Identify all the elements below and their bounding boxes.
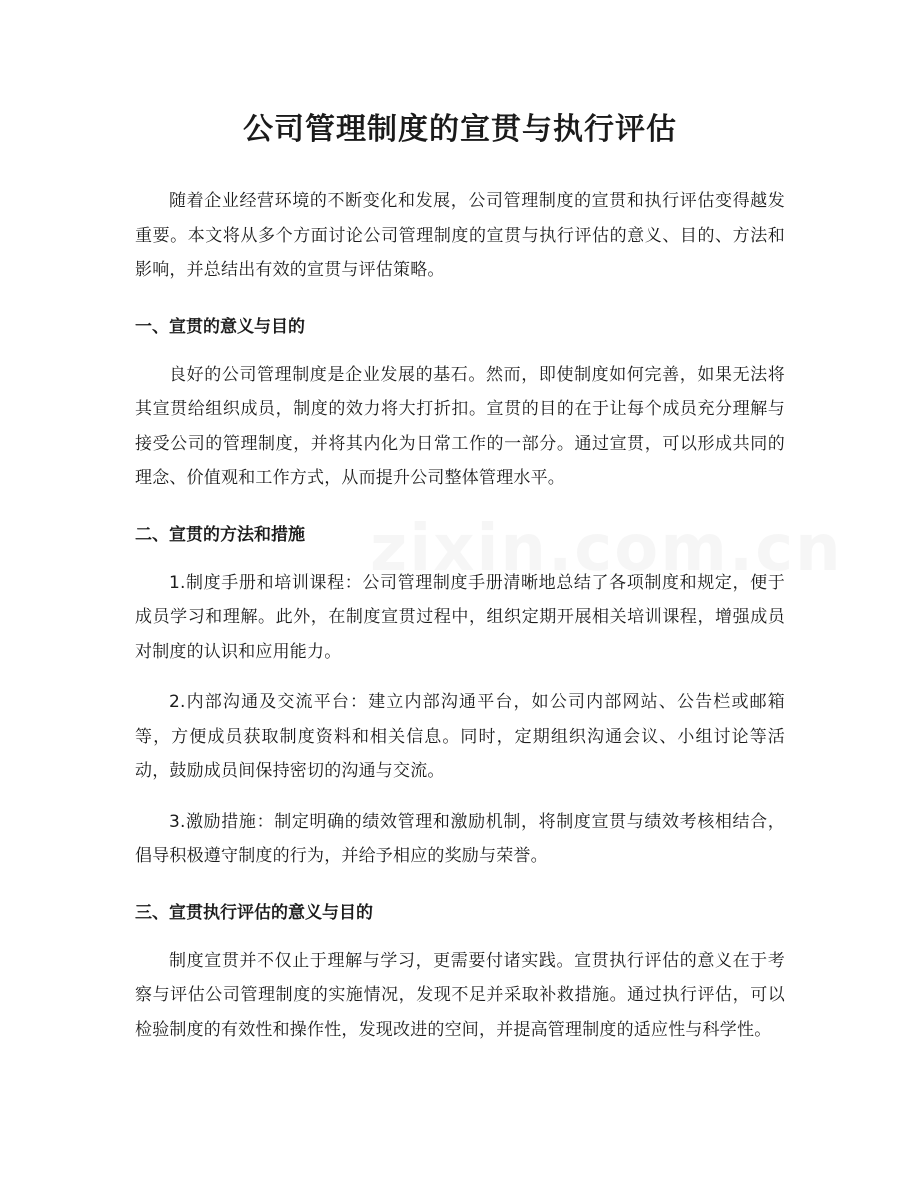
document-body (135, 184, 785, 1047)
list-item-paragraph: 1.制度手册和培训课程：公司管理制度手册清晰地总结了各项制度和规定，便于成员学习和理解。此外，在制度宣贯过程中，组织定期开展相关培训课程，增强成员对制度的认识和应用能力。 (135, 572, 785, 662)
section-paragraph: 制度宣贯并不仅止于理解与学习，更需要付诸实践。宣贯执行评估的意义在于考察与评估公司管理制度的实施情况，发现不足并采取补救措施。通过执行评估，可以检验制度的有效性和操作性，发现改进的空间，并提高管理制度的适应性与科学性。 (135, 950, 785, 1040)
intro-paragraph: 随着企业经营环境的不断变化和发展，公司管理制度的宣贯和执行评估变得越发重要。本文将从多个方面讨论公司管理制度的宣贯与执行评估的意义、目的、方法和影响，并总结出有效的宣贯与评估策略。 (135, 191, 785, 280)
section-heading: 一、宣贯的意义与目的 (135, 316, 305, 337)
section-heading: 二、宣贯的方法和措施 (135, 524, 305, 545)
list-item-paragraph: 3.激励措施：制定明确的绩效管理和激励机制，将制度宣贯与绩效考核相结合，倡导积极遵守制度的行为，并给予相应的奖励与荣誉。 (135, 811, 785, 866)
section-heading: 三、宣贯执行评估的意义与目的 (135, 902, 373, 923)
list-item-paragraph: 2.内部沟通及交流平台：建立内部沟通平台，如公司内部网站、公告栏或邮箱等，方便成员获取制度资料和相关信息。同时，定期组织沟通会议、小组讨论等活动，鼓励成员间保持密切的沟通与交流。 (135, 692, 785, 781)
document-title: 公司管理制度的宣贯与执行评估 (243, 112, 677, 147)
section-paragraph: 良好的公司管理制度是企业发展的基石。然而，即使制度如何完善，如果无法将其宣贯给组织成员，制度的效力将大打折扣。宣贯的目的在于让每个成员充分理解与接受公司的管理制度，并将其内化为日常工作的一部分。通过宣贯，可以形成共同的理念、价值观和工作方式，从而提升公司整体管理水平。 (135, 364, 785, 488)
